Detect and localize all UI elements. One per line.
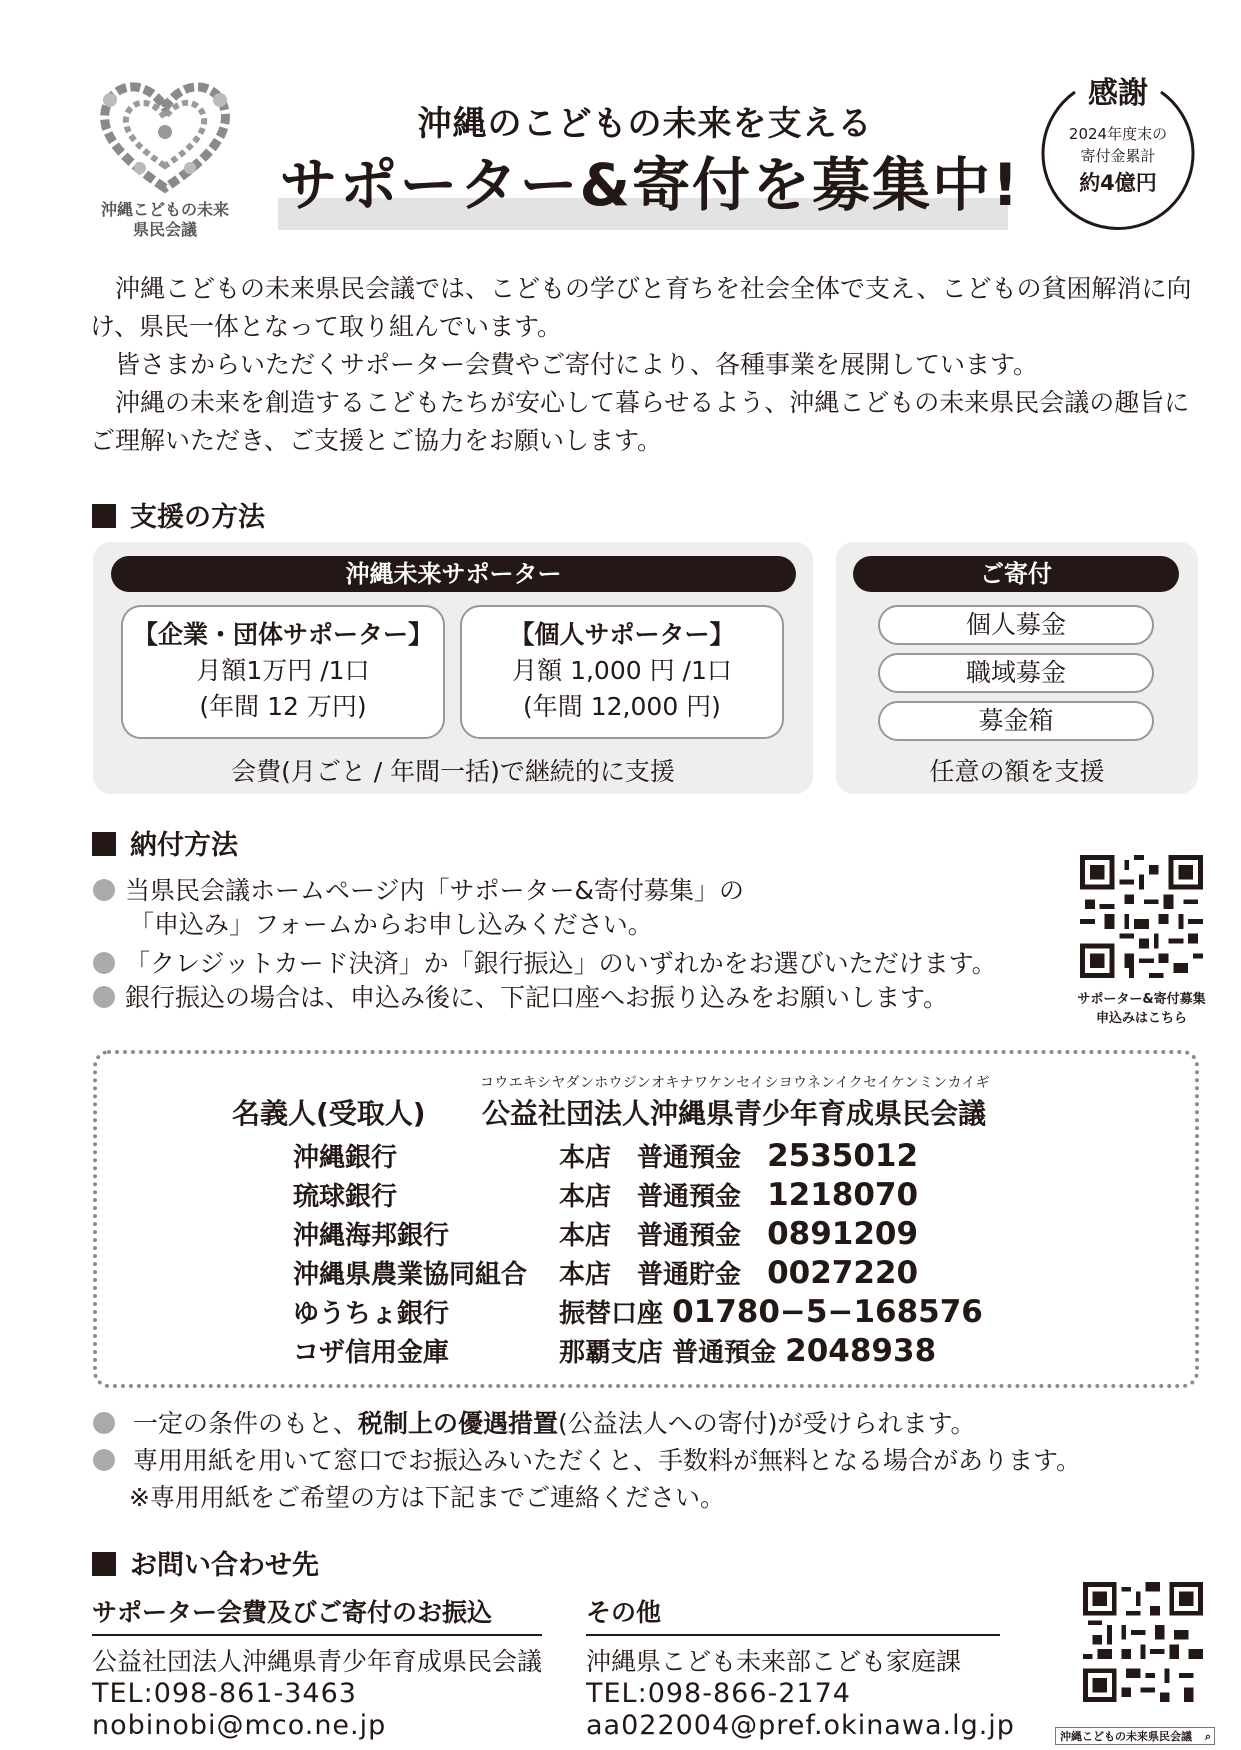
donation-option: 個人募金: [878, 605, 1154, 645]
badge-line1: 2024年度末の: [1068, 125, 1168, 143]
payment-bullets: [93, 874, 1053, 1015]
corporate-fee: 月額1万円 /1口: [196, 656, 370, 685]
list-item-continuation: ※専用用紙をご希望の方は下記までご連絡ください。: [129, 1483, 725, 1512]
logo-name-line2: 県民会議: [132, 220, 197, 239]
contact-tel[interactable]: TEL:098-866-2174: [586, 1678, 851, 1709]
corporate-title: 【企業・団体サポーター】: [132, 620, 433, 649]
website-qr-code[interactable]: [1083, 1582, 1203, 1702]
table-row: コザ信用金庫 那覇支店 普通預金 2048938: [293, 1333, 937, 1369]
list-item: 銀行振込の場合は、申込み後に、下記口座へお振り込みをお願いします。: [93, 981, 1053, 1015]
contact-left-title: サポーター会費及びご寄付のお振込: [92, 1598, 493, 1627]
individual-fee: 月額 1,000 円 /1口: [512, 656, 732, 685]
supporter-caption: 会費(月ごと / 年間一括)で継続的に支援: [231, 757, 675, 786]
contact-email[interactable]: nobinobi@mco.ne.jp: [92, 1710, 387, 1741]
divider: [586, 1634, 1000, 1636]
payment-heading: 納付方法: [92, 823, 238, 862]
individual-title: 【個人サポーター】: [509, 620, 735, 649]
holder-name-kana: コウエキシヤダンホウジンオキナワケンセイシヨウネンイクセイケンミンカイギ: [480, 1075, 990, 1091]
intro-paragraph: 皆さまからいただくサポーター会費やご寄付により、各種事業を展開しています。: [115, 350, 1039, 379]
bullet-dot-icon: [93, 1412, 115, 1434]
donation-label: ご寄付: [853, 556, 1179, 592]
notes: [93, 1405, 1203, 1516]
contact-right: [586, 1646, 1026, 1742]
intro-paragraph: 沖縄の未来を創造するこどもたちが安心して暮らせるよう、沖縄こどもの未来県民会議の趣旨にご理解いただき、ご支援とご協力をお願いします。: [90, 388, 1190, 455]
individual-annual: (年間 12,000 円): [523, 692, 721, 721]
qr-caption: サポーター&寄付募集 申込みはこちら: [1077, 992, 1206, 1026]
qr-code-icon: [1083, 1582, 1203, 1702]
contact-org: 公益社団法人沖縄県青少年育成県民会議: [92, 1647, 543, 1676]
corporate-annual: (年間 12 万円): [199, 692, 367, 721]
table-row: 沖縄海邦銀行 本店 普通預金 0891209: [293, 1216, 919, 1252]
table-row: 沖縄銀行 本店 普通預金 2535012: [293, 1138, 919, 1174]
contact-left: [92, 1646, 562, 1742]
corporate-supporter-card: [121, 605, 445, 739]
intro-paragraph: 沖縄こどもの未来県民会議では、こどもの学びと育ちを社会全体で支え、こどもの貧困解消に向け、県民一体となって取り組んでいます。: [90, 274, 1192, 341]
contact-heading: お問い合わせ先: [92, 1543, 319, 1582]
logo-name-line1: 沖縄こどもの未来: [100, 200, 229, 219]
list-item: 一定の条件のもと、税制上の優遇措置(公益法人への寄付)が受けられます。: [93, 1405, 1203, 1442]
contact-tel[interactable]: TEL:098-861-3463: [92, 1678, 357, 1709]
organization-logo: [90, 70, 240, 245]
contact-org: 沖縄県こども未来部こども家庭課: [586, 1647, 962, 1676]
list-item: 専用用紙を用いて窓口でお振込みいただくと、手数料が無料となる場合があります。: [93, 1442, 1203, 1479]
bullet-dot-icon: [93, 986, 115, 1008]
holder-label: 名義人(受取人): [232, 1097, 426, 1130]
donation-caption: 任意の額を支援: [929, 757, 1105, 786]
application-qr-code[interactable]: [1080, 855, 1203, 978]
donation-option: 募金箱: [878, 701, 1154, 741]
donation-option: 職域募金: [878, 653, 1154, 693]
qr-code-icon: [1080, 855, 1203, 978]
bullet-dot-icon: [93, 1449, 115, 1471]
divider: [92, 1634, 542, 1636]
bullet-dot-icon: [93, 952, 115, 974]
contact-right-title: その他: [586, 1598, 662, 1627]
search-tag[interactable]: 沖縄こどもの未来県民会議 ⌕: [1055, 1727, 1215, 1745]
intro-text: [90, 270, 1200, 460]
badge-head: 感謝: [1088, 76, 1148, 111]
holder-name: 公益社団法人沖縄県青少年育成県民会議: [482, 1097, 987, 1130]
individual-supporter-card: [460, 605, 784, 739]
bullet-dot-icon: [93, 879, 115, 901]
table-row: 琉球銀行 本店 普通預金 1218070: [293, 1177, 919, 1213]
table-row: ゆうちょ銀行 振替口座 01780−5−168576: [293, 1294, 983, 1330]
square-bullet-icon: [92, 832, 116, 856]
list-item: 「クレジットカード決済」か「銀行振込」のいずれかをお選びいただけます。: [93, 947, 1053, 981]
donation-total-badge: [1033, 62, 1203, 232]
bank-account-table: [293, 1137, 1173, 1371]
subtitle: 沖縄のこどもの未来を支える: [417, 104, 873, 144]
badge-amount: 約4億円: [1079, 171, 1157, 195]
page-title: サポーター&寄付を募集中!: [279, 151, 1021, 219]
heart-children-icon: [90, 70, 240, 200]
contact-email[interactable]: aa022004@pref.okinawa.lg.jp: [586, 1710, 1015, 1741]
square-bullet-icon: [92, 504, 116, 528]
list-item-continuation: 「申込み」フォームからお申し込みください。: [129, 910, 653, 939]
square-bullet-icon: [92, 1552, 116, 1576]
magnifier-icon: ⌕: [1204, 1730, 1211, 1743]
list-item: 当県民会議ホームページ内「サポーター&寄付募集」の: [93, 874, 1053, 908]
badge-line2: 寄付金累計: [1080, 147, 1156, 165]
support-heading: 支援の方法: [92, 495, 265, 534]
supporter-label: 沖縄未来サポーター: [111, 556, 796, 592]
table-row: 沖縄県農業協同組合 本店 普通貯金 0027220: [293, 1255, 919, 1291]
